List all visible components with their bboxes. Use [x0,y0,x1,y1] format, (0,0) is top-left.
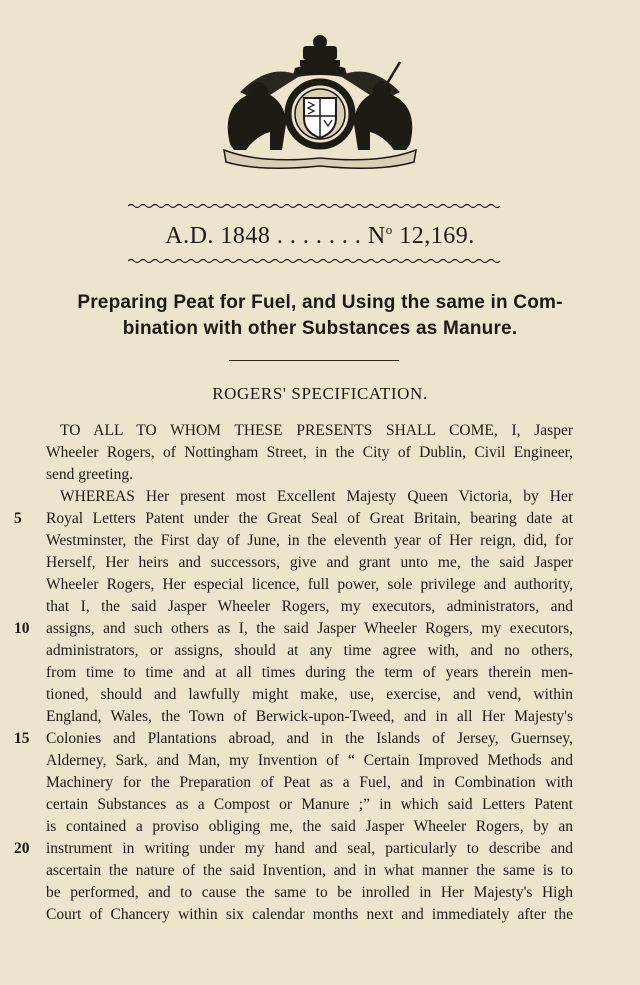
text-line: tioned, should and lawfully might make, use, exercise, and vend, within [46,686,573,703]
text-line: TO ALL TO WHOM THESE PRESENTS SHALL COME, I, Jasper [60,422,573,439]
text-line: that I, the said Jasper Wheeler Rogers, my executors, administrators, and [46,598,573,615]
text-line: instrument in writing under my hand and seal, particularly to describe and [46,840,573,857]
text-line: Royal Letters Patent under the Great Seal of Great Britain, bearing date at [46,510,573,527]
text-line: assigns, and such others as I, the said Jasper Wheeler Rogers, my executors, [46,620,573,637]
text-line: Herself, Her heirs and successors, give and grant unto me, the said Jasper [46,554,573,571]
text-line: administrators, or assigns, should at any time agree with, and no others, [46,642,573,659]
number-prefix: $N^o$ [367,222,393,249]
ad-year: A.D. 1848 [165,223,271,249]
text-line: England, Wales, the Town of Berwick-upon-Tweed, and in all Her Majesty's [46,708,573,725]
text-line: from time to time and at all times during the term of years therein men- [46,664,573,681]
specification-heading: ROGERS' SPECIFICATION. [212,384,428,403]
title-line-1: Preparing Peat for Fuel, and Using the same in Com- [77,292,563,313]
leader-dots: . . . . . . . [276,223,362,249]
line-number: 15 [14,730,30,747]
wavy-rule-bottom [128,258,500,264]
line-number: 20 [14,840,30,857]
line-number: 10 [14,620,30,637]
text-line: Machinery for the Preparation of Peat as a Fuel, and in Combination with [46,774,573,791]
patent-title [60,290,580,342]
section-divider [229,360,399,361]
text-line: Alderney, Sark, and Man, my Invention of “ Certain Improved Methods and [46,752,573,769]
title-line-2: bination with other Substances as Manure. [122,318,518,339]
text-line: send greeting. [46,466,133,483]
text-line: Wheeler Rogers, of Nottingham Street, in the City of Dublin, Civil Engineer, [46,444,573,461]
text-line: Colonies and Plantations abroad, and in the Islands of Jersey, Guernsey, [46,730,573,747]
patent-number-line [0,222,640,250]
text-line: is contained a proviso obliging me, the said Jasper Wheeler Rogers, by an [46,818,573,835]
text-line: Wheeler Rogers, Her especial licence, full power, sole privilege and authority, [46,576,573,593]
text-line: ascertain the nature of the said Invention, and in what manner the same is to [46,862,573,879]
wavy-rule-top [128,203,500,209]
text-line: Court of Chancery within six calendar months next and immediately after the [46,906,573,923]
royal-coat-of-arms-icon [200,32,440,172]
patent-number: 12,169. [399,223,475,249]
line-number: 5 [14,510,22,527]
text-line: WHEREAS Her present most Excellent Majesty Queen Victoria, by Her [60,488,573,505]
text-line: be performed, and to cause the same to be inrolled in Her Majesty's High [46,884,573,901]
text-line: certain Substances as a Compost or Manure ;” in which said Letters Patent [46,796,573,813]
text-line: Westminster, the First day of June, in the eleventh year of Her reign, did, for [46,532,573,549]
